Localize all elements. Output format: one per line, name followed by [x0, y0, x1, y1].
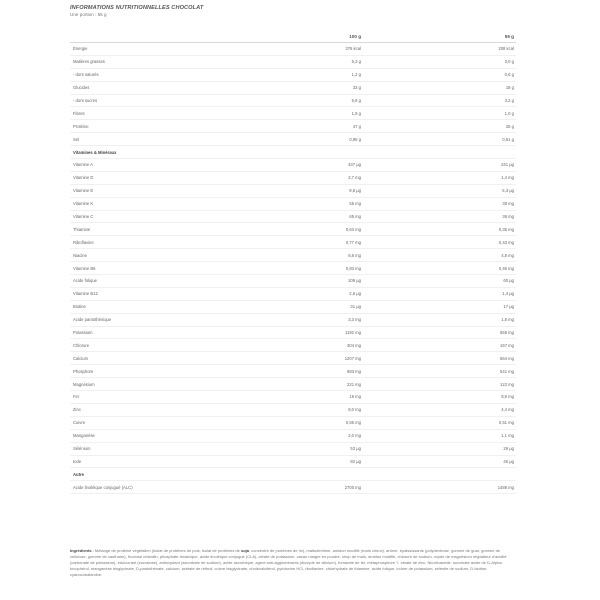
row-label: Matières grasses — [70, 55, 303, 68]
row-value-100g: 1,9 g — [303, 107, 363, 120]
row-value-100g: 8,8 mg — [303, 249, 363, 262]
table-row — [70, 352, 516, 365]
row-label: Acide folique — [70, 275, 303, 288]
table-row — [70, 159, 516, 172]
nutrition-table — [70, 30, 516, 494]
row-value-55g: 3,0 g — [363, 55, 516, 68]
row-value-55g: 0,46 mg — [363, 262, 516, 275]
row-value-100g: 1,2 g — [303, 68, 363, 81]
row-value-55g: 122 mg — [363, 378, 516, 391]
row-value-55g — [363, 468, 516, 481]
serving-size: Une portion : 55 g — [70, 12, 107, 17]
row-label: Vitamine E — [70, 184, 303, 197]
row-value-100g: 5,3 g — [303, 55, 363, 68]
row-value-100g: 2,0 mg — [303, 429, 363, 442]
row-value-55g: 167 mg — [363, 339, 516, 352]
row-label: Riboflavine — [70, 236, 303, 249]
row-label: Vitamine B6 — [70, 262, 303, 275]
row-value-55g: 208 kcal — [363, 43, 516, 56]
row-value-100g: 3,3 mg — [303, 313, 363, 326]
row-value-100g: 55 mg — [303, 197, 363, 210]
row-value-100g: 0,95 g — [303, 133, 363, 146]
table-row — [70, 313, 516, 326]
row-value-100g: 9,6 µg — [303, 184, 363, 197]
row-label: Sel — [70, 133, 303, 146]
row-label: Zinc — [70, 403, 303, 416]
table-section-row — [70, 146, 516, 159]
row-label: Protéine — [70, 120, 303, 133]
row-value-55g: 3,2 g — [363, 94, 516, 107]
row-value-55g: 0,35 mg — [363, 223, 516, 236]
ingredients-part-2: , concentré de protéines de riz), maltodextrine, amidon modifié (maïs cireux), arôme, épaississants (polydextrose, gomme de guar, gomme de cellulose, gomme de xanthane), fructose cristallin, phosphate tricalcique, acide linoléique conjugué (CLA), citrate de potassium, cacao maigre en poudre, sirop de maïs, amidon modifié, chlorure de sodium, oxyde de magnésium régulateur d'acidité (carbonate de potassium), édulcorant (sucralose), antioxydant (ascorbate de sodium), acide ascorbique, agent anti-agglomérants (dioxyde de silicium), fumarate de fer, métaphosphore ?, citrate de zinc, Nicotinamide, succinate acide de D-Alpha-tocophérol, manganèse bisglycinate, D-pantothénate, calcium, acétate de rétinol, cuivre bisglycinate, cholécalciférol, pyridoxine HCl, riboflavine, chlorhydrate de thiamine, acide folique, iodure de potassium, sélénite de sodium, D-biotine, cyanocobalamine. — [70, 548, 507, 577]
table-section-row — [70, 468, 516, 481]
row-label: Glucides — [70, 81, 303, 94]
row-value-55g: 541 mg — [363, 365, 516, 378]
row-value-55g — [363, 146, 516, 159]
row-value-55g: 664 mg — [363, 352, 516, 365]
row-label: Iode — [70, 455, 303, 468]
row-label: Acide linoléique conjugué (ALC) — [70, 481, 303, 494]
row-value-55g: 0,51 g — [363, 133, 516, 146]
row-value-100g: 983 mg — [303, 365, 363, 378]
row-value-55g: 29 µg — [363, 442, 516, 455]
row-value-55g: 45 µg — [363, 455, 516, 468]
table-row — [70, 365, 516, 378]
row-value-55g: 1,4 mg — [363, 171, 516, 184]
row-value-100g: 0,55 mg — [303, 416, 363, 429]
row-label: Manganèse — [70, 429, 303, 442]
row-value-55g: 241 µg — [363, 159, 516, 172]
table-row — [70, 120, 516, 133]
table-row — [70, 275, 516, 288]
row-value-55g: 30 mg — [363, 197, 516, 210]
row-value-100g: 31 µg — [303, 300, 363, 313]
row-value-100g: 0,77 mg — [303, 236, 363, 249]
row-value-55g: 18 g — [363, 81, 516, 94]
row-value-55g: 1,0 g — [363, 107, 516, 120]
row-value-100g: 1192 mg — [303, 326, 363, 339]
row-value-100g: 1207 mg — [303, 352, 363, 365]
row-value-55g: 1,4 µg — [363, 287, 516, 300]
row-value-100g: 16 mg — [303, 391, 363, 404]
table-row — [70, 262, 516, 275]
row-value-100g: 376 kcal — [303, 43, 363, 56]
row-value-55g: 1,1 mg — [363, 429, 516, 442]
table-row — [70, 378, 516, 391]
row-label: Énergie — [70, 43, 303, 56]
row-value-55g: 1486 mg — [363, 481, 516, 494]
table-row — [70, 403, 516, 416]
row-label: Calcium — [70, 352, 303, 365]
row-value-55g: 0,6 g — [363, 68, 516, 81]
row-label: Biotine — [70, 300, 303, 313]
row-value-100g: 2,7 mg — [303, 171, 363, 184]
ingredients-label: Ingrédients — [70, 548, 92, 553]
table-row — [70, 391, 516, 404]
table-row — [70, 249, 516, 262]
table-row — [70, 300, 516, 313]
row-label: - dont sucres — [70, 94, 303, 107]
row-value-100g: 109 µg — [303, 275, 363, 288]
table-row — [70, 171, 516, 184]
row-value-55g: 36 mg — [363, 210, 516, 223]
table-row — [70, 223, 516, 236]
row-value-100g: 304 mg — [303, 339, 363, 352]
row-label: Vitamine K — [70, 197, 303, 210]
row-label: Vitamine B12 — [70, 287, 303, 300]
row-value-100g — [303, 468, 363, 481]
row-value-55g: 1,8 mg — [363, 313, 516, 326]
table-row — [70, 236, 516, 249]
row-value-100g — [303, 146, 363, 159]
row-label: Phosphore — [70, 365, 303, 378]
table-row — [70, 416, 516, 429]
ingredients-part-1: : Mélange de protéine végétalien (isolat de protéines de pois, isolat de protéines de — [91, 548, 241, 553]
table-row — [70, 210, 516, 223]
table-row — [70, 197, 516, 210]
table-row — [70, 326, 516, 339]
page-title: INFORMATIONS NUTRITIONNELLES CHOCOLAT — [70, 5, 204, 11]
row-label: Magnésium — [70, 378, 303, 391]
row-value-100g: 47 g — [303, 120, 363, 133]
row-value-55g: 4,4 mg — [363, 403, 516, 416]
row-label: - dont saturés — [70, 68, 303, 81]
column-header-100g: 100 g — [303, 30, 363, 43]
row-value-55g: 0,43 mg — [363, 236, 516, 249]
table-row — [70, 429, 516, 442]
row-value-100g: 0,83 mg — [303, 262, 363, 275]
row-value-100g: 2700 mg — [303, 481, 363, 494]
row-label: Vitamine A — [70, 159, 303, 172]
table-row — [70, 287, 516, 300]
row-label: Fer — [70, 391, 303, 404]
row-value-55g: 17 µg — [363, 300, 516, 313]
row-label: Cuivre — [70, 416, 303, 429]
table-row — [70, 455, 516, 468]
row-label: Vitamine C — [70, 210, 303, 223]
row-value-100g: 53 µg — [303, 442, 363, 455]
row-label: Vitamine D — [70, 171, 303, 184]
row-label: Vitamines & Minéraux — [70, 146, 303, 159]
row-label: Acide pantothénique — [70, 313, 303, 326]
row-value-100g: 33 g — [303, 81, 363, 94]
table-row — [70, 107, 516, 120]
table-header-row — [70, 30, 516, 43]
table-row — [70, 339, 516, 352]
column-header-label — [70, 30, 303, 43]
ingredients-allergen-soja: soja — [241, 548, 250, 553]
row-value-100g: 0,63 mg — [303, 223, 363, 236]
row-value-55g: 4,8 mg — [363, 249, 516, 262]
row-value-100g: 5,8 g — [303, 94, 363, 107]
row-value-55g: 0,51 mg — [363, 416, 516, 429]
row-value-100g: 221 mg — [303, 378, 363, 391]
row-value-55g: 8,9 mg — [363, 391, 516, 404]
table-row — [70, 481, 516, 494]
row-label: Sélénium — [70, 442, 303, 455]
row-value-55g: 60 µg — [363, 275, 516, 288]
row-label: Niacine — [70, 249, 303, 262]
table-row — [70, 68, 516, 81]
row-label: Fibres — [70, 107, 303, 120]
nutrition-panel — [70, 0, 516, 494]
table-row — [70, 184, 516, 197]
table-row — [70, 442, 516, 455]
table-row — [70, 94, 516, 107]
row-value-100g: 8,0 mg — [303, 403, 363, 416]
row-label: Potassium — [70, 326, 303, 339]
table-row — [70, 43, 516, 56]
row-value-100g: 82 µg — [303, 455, 363, 468]
row-label: Autre — [70, 468, 303, 481]
row-value-55g: 655 mg — [363, 326, 516, 339]
nutrition-table-body — [70, 43, 516, 494]
table-row — [70, 55, 516, 68]
ingredients-text — [70, 548, 516, 578]
row-label: Thiamine — [70, 223, 303, 236]
row-value-100g: 2,6 µg — [303, 287, 363, 300]
row-value-100g: 65 mg — [303, 210, 363, 223]
table-row — [70, 133, 516, 146]
row-value-55g: 26 g — [363, 120, 516, 133]
column-header-55g: 55 g — [363, 30, 516, 43]
row-value-100g: 437 µg — [303, 159, 363, 172]
table-row — [70, 81, 516, 94]
row-label: Chlorure — [70, 339, 303, 352]
row-value-55g: 5,3 µg — [363, 184, 516, 197]
